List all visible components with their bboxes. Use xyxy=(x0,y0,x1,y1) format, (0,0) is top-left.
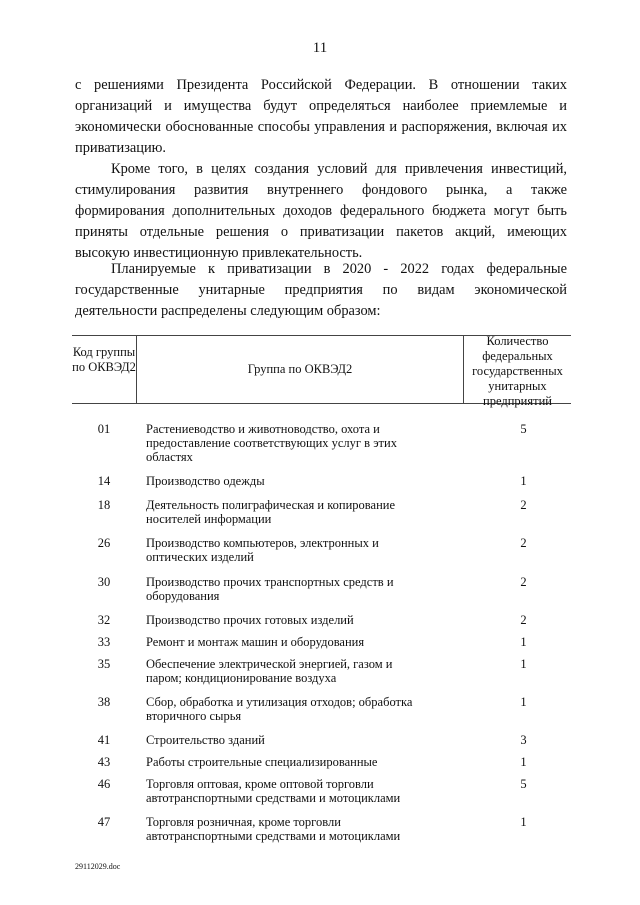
row-code: 30 xyxy=(97,575,111,589)
table-row xyxy=(72,575,571,603)
table-row xyxy=(72,815,571,843)
row-count: 1 xyxy=(520,474,527,488)
table-row xyxy=(72,657,571,685)
table-row xyxy=(72,635,571,649)
row-count: 1 xyxy=(520,755,527,769)
table-row xyxy=(72,613,571,627)
header-count: Количество федеральных государственных унитарных предприятий xyxy=(472,334,563,408)
table-row xyxy=(72,777,571,805)
row-code: 41 xyxy=(97,733,111,747)
row-count: 1 xyxy=(520,815,527,829)
row-code: 01 xyxy=(97,422,111,436)
table-body xyxy=(72,422,571,843)
paragraph-3: Планируемые к приватизации в 2020 - 2022 годах федеральные государственные унитарные предприятия по видам экономической деятельности распределены следующим образом: xyxy=(75,261,567,319)
row-group-name: Производство компьютеров, электронных и оптических изделий xyxy=(146,536,379,564)
header-group: Группа по ОКВЭД2 xyxy=(247,362,353,376)
row-group-name: Сбор, обработка и утилизация отходов; обработка вторичного сырья xyxy=(146,695,413,723)
row-group-name: Торговля розничная, кроме торговли автотранспортными средствами и мотоциклами xyxy=(146,815,401,843)
table-row xyxy=(72,498,571,526)
row-code: 18 xyxy=(97,498,111,512)
row-group-name: Производство прочих транспортных средств и оборудования xyxy=(146,575,394,603)
row-code: 26 xyxy=(97,536,111,550)
row-code: 14 xyxy=(97,474,111,488)
row-code: 47 xyxy=(97,815,111,829)
row-code: 46 xyxy=(97,777,111,791)
row-group-name: Растениеводство и животноводство, охота и предоставление соответствующих услуг в этих областях xyxy=(146,422,397,464)
row-group-name: Деятельность полиграфическая и копирование носителей информации xyxy=(146,498,396,526)
row-group-name: Обеспечение электрической энергией, газом и паром; кондиционирование воздуха xyxy=(146,657,393,685)
row-count: 2 xyxy=(520,613,527,627)
table-row xyxy=(72,733,571,747)
table-row xyxy=(72,422,571,464)
file-name-footer: 29112029.doc xyxy=(75,862,121,871)
row-code: 35 xyxy=(97,657,111,671)
page-number: 11 xyxy=(312,40,328,56)
header-code: Код группы по ОКВЭД2 xyxy=(72,345,136,374)
row-count: 2 xyxy=(520,575,527,589)
row-code: 33 xyxy=(97,635,111,649)
row-group-name: Производство одежды xyxy=(146,474,265,488)
row-count: 1 xyxy=(520,695,527,709)
row-count: 1 xyxy=(520,657,527,671)
table-row xyxy=(72,474,571,488)
paragraph-2: Кроме того, в целях создания условий для привлечения инвестиций, стимулирования развития внутреннего фондового рынка, а также формирования дополнительных доходов федерального бюджета могут быть приняты отдельные решения о приватизации пакетов акций, имеющих высокую инвестиционную привлекательность. xyxy=(75,161,567,261)
row-count: 1 xyxy=(520,635,527,649)
table-row xyxy=(72,695,571,723)
row-count: 2 xyxy=(520,498,527,512)
row-count: 3 xyxy=(520,733,527,747)
row-code: 43 xyxy=(97,755,111,769)
row-group-name: Производство прочих готовых изделий xyxy=(146,613,354,627)
row-count: 5 xyxy=(520,777,527,791)
row-group-name: Строительство зданий xyxy=(146,733,265,747)
table-row xyxy=(72,536,571,564)
row-group-name: Торговля оптовая, кроме оптовой торговли автотранспортными средствами и мотоциклами xyxy=(146,777,401,805)
paragraph-1: с решениями Президента Российской Федерации. В отношении таких организаций и имущества будут определяться наиболее приемлемые и экономически обоснованные способы управления и распоряжения, включая их приватизацию. xyxy=(75,77,567,156)
table-row xyxy=(72,755,571,769)
row-group-name: Ремонт и монтаж машин и оборудования xyxy=(146,635,365,649)
row-count: 2 xyxy=(520,536,527,550)
row-code: 38 xyxy=(97,695,111,709)
row-code: 32 xyxy=(97,613,111,627)
row-count: 5 xyxy=(520,422,527,436)
row-group-name: Работы строительные специализированные xyxy=(146,755,378,769)
